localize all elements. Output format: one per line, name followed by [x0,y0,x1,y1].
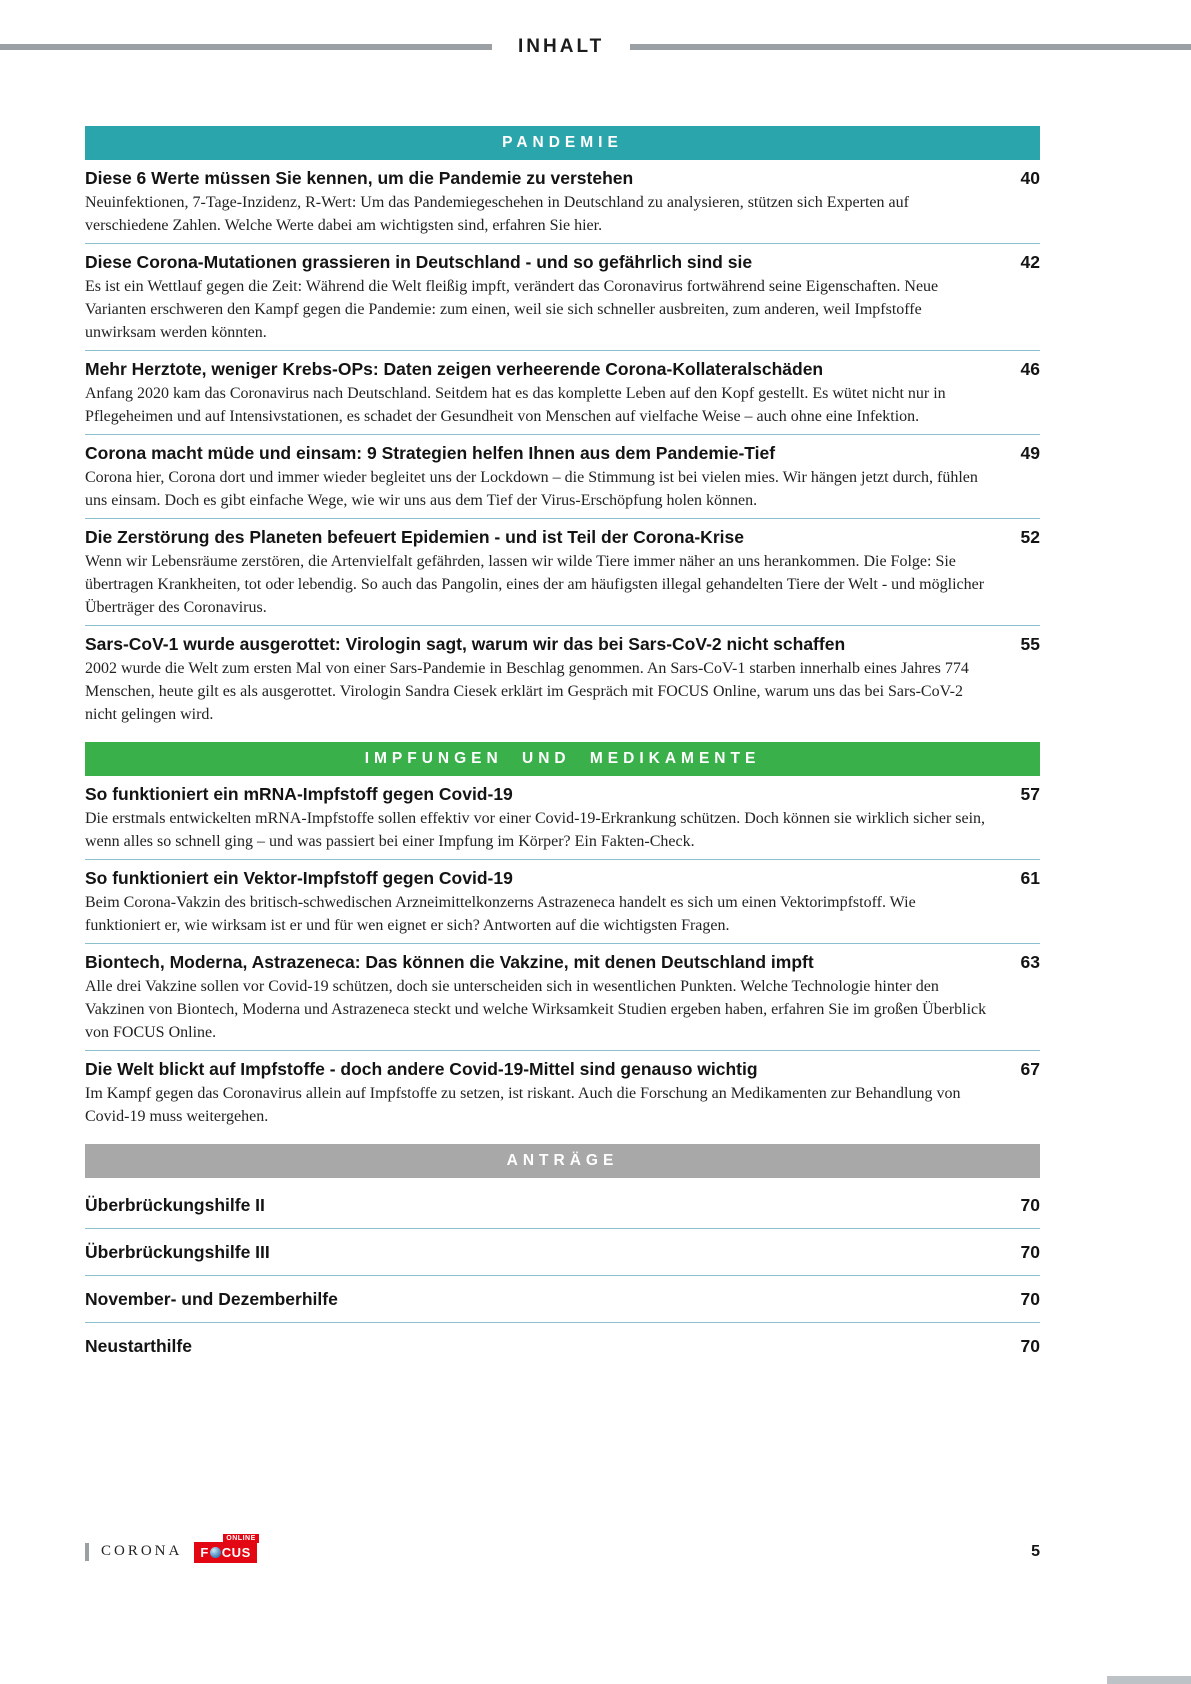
article-head [85,950,1040,974]
article-description: Es ist ein Wettlauf gegen die Zeit: Während die Welt fleißig impft, verändert das Coronavirus fortwährend seine Eigenschaften. Neue Varianten erschweren den Kampf gegen die Pandemie: zum einen, weil sie sich schneller ausbreiten, zum anderen, weil Impfstoffe unwirksam werden könnten. [85,278,939,341]
article-title: Corona macht müde und einsam: 9 Strategien helfen Ihnen aus dem Pandemie-Tief [85,443,776,463]
article-title: Diese Corona-Mutationen grassieren in Deutschland - und so gefährlich sind sie [85,252,753,272]
section-impfungen [85,742,1040,1134]
article-title: So funktioniert ein Vektor-Impfstoff gegen Covid-19 [85,868,513,888]
toc-article [85,243,1040,350]
focus-logo [194,1535,256,1563]
entry-list [85,1178,1040,1369]
page-header [0,36,1191,58]
article-title: Diese 6 Werte müssen Sie kennen, um die Pandemie zu verstehen [85,168,634,188]
entry-page-number: 70 [1020,1335,1040,1356]
entry-page-number: 70 [1020,1194,1040,1215]
article-page-number: 40 [1020,168,1040,188]
toc-article [85,859,1040,943]
toc-entry [85,1275,1040,1322]
entry-title: November- und Dezemberhilfe [85,1289,338,1309]
article-description: Wenn wir Lebensräume zerstören, die Artenvielfalt gefährden, lassen wir wilde Tiere immer näher an uns herankommen. Die Folge: Sie übertragen Krankheiten, tot oder lebendig. So auch das Pangolin, eines der am häufigsten illegal gehandelten Tiere der Welt - und möglicher Überträger des Coronavirus. [85,553,985,616]
toc-article [85,160,1040,243]
header-rule-left [0,44,492,50]
entry-title: Überbrückungshilfe II [85,1195,265,1215]
footer-brand: CORONA [101,1543,183,1559]
article-head [85,866,1040,890]
article-description: Die erstmals entwickelten mRNA-Impfstoffe sollen effektiv vor einer Covid-19-Erkrankung schützen. Doch können sie wirklich sicher sein, wenn alles so schnell ging – und was passiert bei einer Impfung im Körper? Ein Fakten-Check. [85,810,986,850]
article-head [85,357,1040,381]
article-page-number: 42 [1020,252,1040,272]
section-header-impfungen: IMPFUNGEN UND MEDIKAMENTE [85,742,1040,776]
article-page-number: 63 [1020,952,1040,972]
focus-online-tag: ONLINE [223,1534,258,1543]
focus-logo-text-left: F [200,1545,209,1560]
article-page-number: 55 [1020,634,1040,654]
article-head [85,441,1040,465]
footer-divider [85,1543,89,1561]
article-description: Neuinfektionen, 7-Tage-Inzidenz, R-Wert: Um das Pandemiegeschehen in Deutschland zu analysieren, stützen sich Experten auf verschiedene Zahlen. Welche Werte dabei am wichtigsten sind, erfahren Sie hier. [85,194,909,234]
toc-content [85,126,1040,1369]
entry-title: Neustarthilfe [85,1336,192,1356]
toc-article [85,350,1040,434]
article-page-number: 61 [1020,868,1040,888]
focus-logo-text-right: CUS [221,1545,251,1560]
entry-page-number: 70 [1020,1288,1040,1309]
article-title: Mehr Herztote, weniger Krebs-OPs: Daten zeigen verheerende Corona-Kollateralschäden [85,359,824,379]
article-description: Alle drei Vakzine sollen vor Covid-19 schützen, doch sie unterscheiden sich in wesentlichen Punkten. Welche Technologie hinter den Vakzinen von Biontech, Moderna und Astrazeneca steckt und welche Wirksamkeit Studien ergeben haben, erfahren Sie im großen Überblick von FOCUS Online. [85,978,987,1041]
article-page-number: 57 [1020,784,1040,804]
toc-entry [85,1322,1040,1369]
globe-icon [210,1547,221,1558]
corner-strip [1107,1676,1191,1684]
article-description: Beim Corona-Vakzin des britisch-schwedischen Arzneimittelkonzerns Astrazeneca handelt es sich um einen Vektorimpfstoff. Wie funktioniert er, wie wirksam ist er und für wen eignet er sich? Antworten auf die wichtigsten Fragen. [85,894,916,934]
section-pandemie [85,126,1040,732]
toc-article [85,625,1040,732]
page-header-title: INHALT [518,36,605,57]
toc-article [85,518,1040,625]
article-title: Biontech, Moderna, Astrazeneca: Das können die Vakzine, mit denen Deutschland impft [85,952,814,972]
article-description: 2002 wurde die Welt zum ersten Mal von einer Sars-Pandemie in Beschlag genommen. An Sars-CoV-1 starben innerhalb eines Jahres 774 Menschen, heute gilt es als ausgerottet. Virologin Sandra Ciesek erklärt im Gespräch mit FOCUS Online, warum uns das bei Sars-CoV-2 nicht gelingen wird. [85,660,969,723]
article-title: So funktioniert ein mRNA-Impfstoff gegen Covid-19 [85,784,513,804]
article-head [85,1057,1040,1081]
section-header-pandemie: PANDEMIE [85,126,1040,160]
article-head [85,166,1040,190]
toc-entry [85,1182,1040,1228]
article-head [85,782,1040,806]
article-page-number: 49 [1020,443,1040,463]
toc-article [85,434,1040,518]
article-title: Sars-CoV-1 wurde ausgerottet: Virologin sagt, warum wir das bei Sars-CoV-2 nicht schaffen [85,634,846,654]
article-head [85,525,1040,549]
toc-article [85,943,1040,1050]
entry-title: Überbrückungshilfe III [85,1242,270,1262]
focus-logo-box [194,1542,256,1563]
article-page-number: 67 [1020,1059,1040,1079]
entry-page-number: 70 [1020,1241,1040,1262]
article-description: Corona hier, Corona dort und immer wieder begleitet uns der Lockdown – die Stimmung ist bei vielen mies. Wir hängen jetzt durch, fühlen uns einsam. Doch es gibt einfache Wege, wie wir uns aus dem Tief der Virus-Erschöpfung holen können. [85,469,978,509]
footer-page-number: 5 [1031,1542,1040,1560]
article-head [85,250,1040,274]
toc-article [85,1050,1040,1134]
page-footer [85,1535,1040,1563]
footer-left [85,1535,257,1563]
toc-entry [85,1228,1040,1275]
article-head [85,632,1040,656]
header-rule-right [630,44,1191,50]
article-title: Die Zerstörung des Planeten befeuert Epidemien - und ist Teil der Corona-Krise [85,527,744,547]
article-title: Die Welt blickt auf Impfstoffe - doch andere Covid-19-Mittel sind genauso wichtig [85,1059,758,1079]
article-description: Anfang 2020 kam das Coronavirus nach Deutschland. Seitdem hat es das komplette Leben auf den Kopf gestellt. Es wütet nicht nur in Pflegeheimen und auf Intensivstationen, es schadet der Gesundheit von Menschen auf vielfache Weise – auch ohne eine Infektion. [85,385,946,425]
toc-article [85,776,1040,859]
section-header-antraege: ANTRÄGE [85,1144,1040,1178]
section-antraege [85,1144,1040,1369]
article-page-number: 52 [1020,527,1040,547]
article-description: Im Kampf gegen das Coronavirus allein auf Impfstoffe zu setzen, ist riskant. Auch die Forschung an Medikamenten zur Behandlung von Covid-19 muss weitergehen. [85,1085,961,1125]
article-page-number: 46 [1020,359,1040,379]
